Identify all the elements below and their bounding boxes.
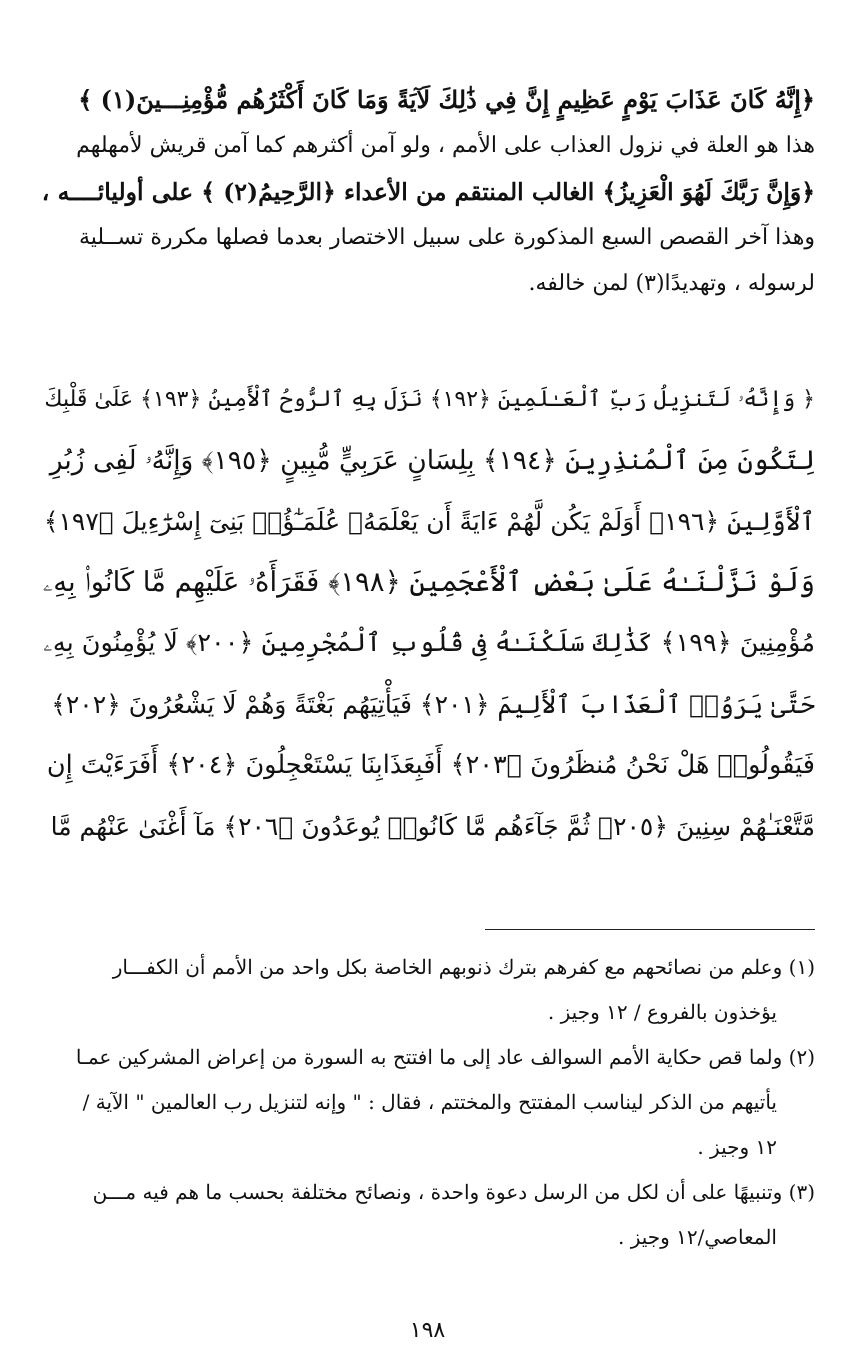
- footnotes-block: [40, 945, 815, 1260]
- verse-line: حَتَّىٰ يَرَوُا۟ ٱلْعَذَابَ ٱلْأَلِيمَ ﴿٢٠١﴾ فَيَأْتِيَهُم بَغْتَةً وَهُمْ لَا يَشْعُرُونَ ﴿٢٠٢﴾: [51, 690, 815, 719]
- footnote-divider: [485, 929, 815, 930]
- verse-line: فَيَقُولُوا۟ هَلْ نَحْنُ مُنظَرُونَ ﴿٢٠٣﴾ أَفَبِعَذَابِنَا يَسْتَعْجِلُونَ ﴿٢٠٤﴾ أَفَرَءَيْتَ إِن: [46, 750, 815, 780]
- verse-line: وَلَوْ نَزَّلْنَـٰهُ عَلَىٰ بَعْضِ ٱلْأَعْجَمِينَ ﴿١٩٨﴾ فَقَرَأَهُۥ عَلَيْهِم مَّا كَانُوا۟ بِهِۦ: [42, 566, 815, 598]
- verse-line: ﴿ وَإِنَّهُۥ لَتَنزِيلُ رَبِّ ٱلْعَـٰلَمِينَ ﴿١٩٢﴾ نَزَلَ بِهِ ٱلرُّوحُ ٱلْأَمِينُ ﴿١٩٣﴾ عَلَىٰ قَلْبِكَ: [44, 387, 815, 412]
- verse-line: لِتَكُونَ مِنَ ٱلْمُنذِرِينَ ﴿١٩٤﴾ بِلِسَانٍ عَرَبِيٍّ مُّبِينٍ ﴿١٩٥﴾ وَإِنَّهُۥ لَفِى زُبُرِ: [49, 445, 815, 476]
- footnote-line: يأتيهم من الذكر ليناسب المفتتح والمختتم ، فقال : " وإنه لتنزيل رب العالمين " الآية /: [82, 1090, 777, 1114]
- page-number: ١٩٨: [409, 1318, 446, 1343]
- verse-line: مَّتَّعْنَـٰهُمْ سِنِينَ ﴿٢٠٥﴾ ثُمَّ جَآءَهُم مَّا كَانُوا۟ يُوعَدُونَ ﴿٢٠٦﴾ مَآ أَغْنَىٰ عَنْهُم مَّا: [50, 812, 815, 841]
- commentary-line: ﴿إِنَّهُ كَانَ عَذَابَ يَوْمٍ عَظِيمٍ إِنَّ فِي ذَٰلِكَ لَآيَةً وَمَا كَانَ أَكْثَرُهُم مُّؤْمِنِـــينَ(١) ﴾: [78, 85, 815, 114]
- footnote-line: (٢) ولما قص حكاية الأمم السوالف عاد إلى ما افتتح به السورة من إعراض المشركين عمـا: [75, 1045, 815, 1069]
- footnote-line: يؤخذون بالفروع / ١٢ وجيز .: [547, 1000, 777, 1024]
- commentary-line: هذا هو العلة في نزول العذاب على الأمم ، ولو آمن أكثرهم كما آمن قريش لأمهلهم: [76, 133, 815, 158]
- footnote-line: المعاصي/١٢ وجيز .: [617, 1225, 777, 1249]
- commentary-line: وهذا آخر القصص السبع المذكورة على سبيل الاختصار بعدما فصلها مكررة تســلية: [79, 225, 815, 250]
- footnote-line: (١) وعلم من نصائحهم مع كفرهم بترك ذنوبهم الخاصة بكل واحد من الأمم أن الكفـــار: [112, 955, 815, 979]
- verse-line: ٱلْأَوَّلِينَ ﴿١٩٦﴾ أَوَلَمْ يَكُن لَّهُمْ ءَايَةً أَن يَعْلَمَهُۥ عُلَمَـٰٓؤُا۟ بَنِىٓ إِسْرَٰٓءِيلَ ﴿١٩٧﴾: [43, 507, 815, 536]
- verse-line: مُؤْمِنِينَ ﴿١٩٩﴾ كَذَٰلِكَ سَلَكْنَـٰهُ فِى قُلُوبِ ٱلْمُجْرِمِينَ ﴿٢٠٠﴾ لَا يُؤْمِنُونَ بِهِۦ: [43, 628, 815, 658]
- commentary-block: [40, 77, 815, 307]
- footnote-line: ١٢ وجيز .: [697, 1135, 777, 1159]
- quran-verses-block: [40, 369, 815, 857]
- commentary-line: ﴿وَإِنَّ رَبَّكَ لَهُوَ الْعَزِيزُ﴾ الغالب المنتقم من الأعداء ﴿الرَّحِيمُ(٢) ﴾ على أوليائــــه ،: [41, 178, 815, 206]
- commentary-line: لرسوله ، وتهديدًا(٣) لمن خالفه.: [528, 271, 815, 296]
- footnote-line: (٣) وتنبيهًا على أن لكل من الرسل دعوة واحدة ، ونصائح مختلفة بحسب ما هم فيه مـــن: [92, 1180, 815, 1204]
